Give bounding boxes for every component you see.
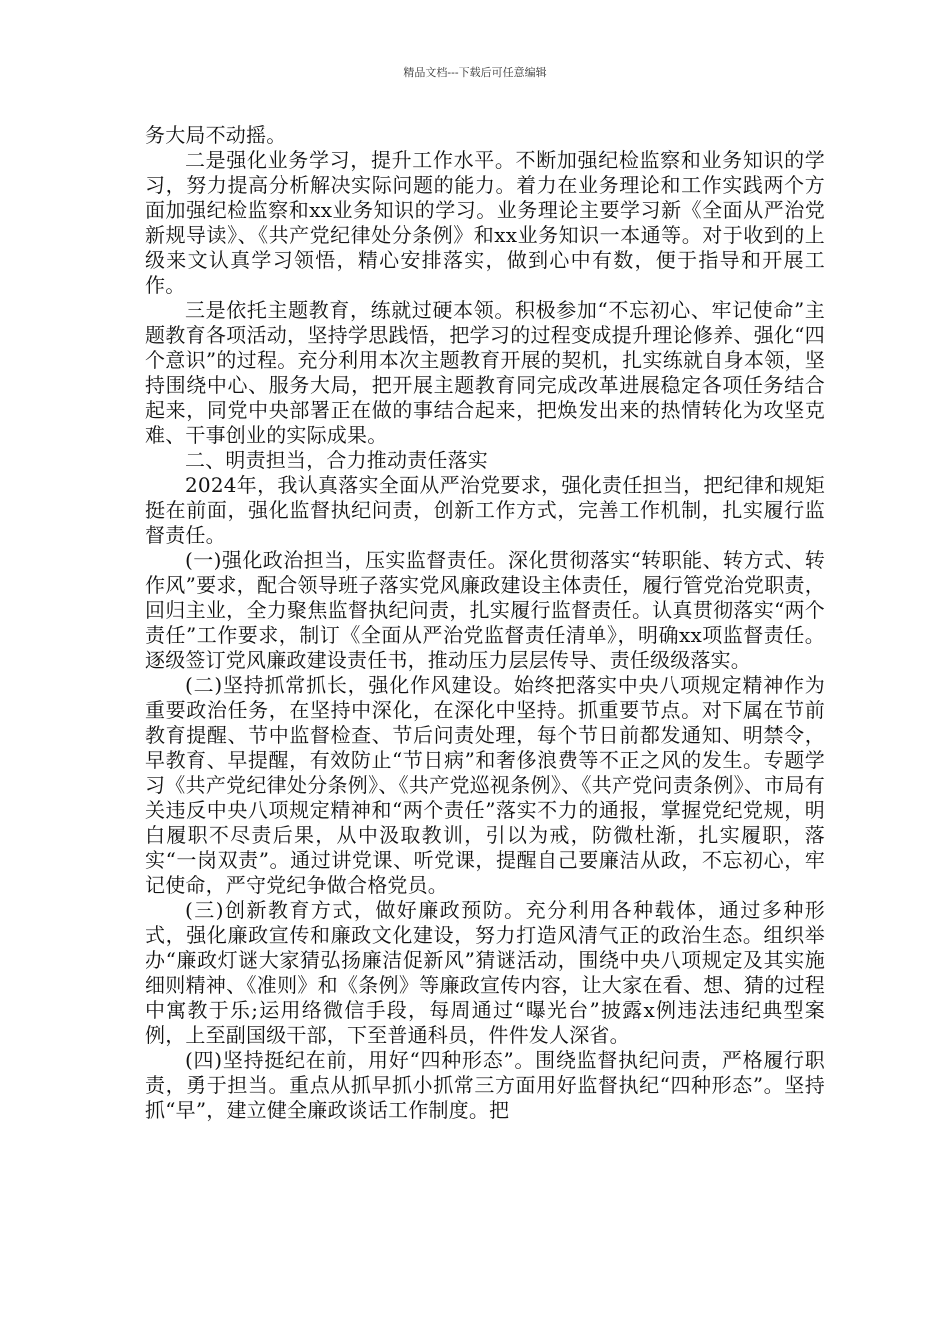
page-header: 精品文档---下载后可任意编辑 (403, 66, 547, 79)
document-body (145, 123, 825, 1123)
paragraph-work-style: (二)坚持抓常抓长，强化作风建设。始终把落实中央八项规定精神作为重要政治任务，在坚持中深化，在深化中坚持。抓重要节点。对下属在节前教育提醒、节中监督检查、节后问责处理，每个节日前都发通知、明禁令，早教育、早提醒，有效防止“节日病”和奢侈浪费等不正之风的发生。专题学习《共产党纪律处分条例》、《共产党巡视条例》、《共产党问责条例》、市局有关违反中央八项规定精神和“两个责任”落实不力的通报，掌握党纪党规，明白履职不尽责后果，从中汲取教训，引以为戒，防微杜渐，扎实履职，落实“一岗双责”。通过讲党课、听党课，提醒自己要廉洁从政，不忘初心，牢记使命，严守党纪争做合格党员。 (145, 673, 825, 897)
section-heading-responsibility: 二、明责担当，合力推动责任落实 (185, 448, 488, 472)
paragraph-theme-education: 三是依托主题教育，练就过硬本领。积极参加“不忘初心、牢记使命”主题教育各项活动，坚持学思践悟，把学习的过程变成提升理论修养、强化“四个意识”的过程。充分利用本次主题教育开展的契机，扎实练就自身本领，坚持围绕中心、服务大局，把开展主题教育同完成改革进展稳定各项任务结合起来，同党中央部署正在做的事结合起来，把焕发出来的热情转化为攻坚克难、干事创业的实际成果。 (145, 298, 825, 447)
paragraph-business-study: 二是强化业务学习，提升工作水平。不断加强纪检监察和业务知识的学习，努力提高分析解决实际问题的能力。着力在业务理论和工作实践两个方面加强纪检监察和xx业务知识的学习。业务理论主要学习新《全面从严治党新规导读》、《共产党纪律处分条例》和xx业务知识一本通等。对于收到的上级来文认真学习领悟，精心安排落实，做到心中有数，便于指导和开展工作。 (145, 148, 825, 297)
paragraph-education-methods: (三)创新教育方式，做好廉政预防。充分利用各种载体，通过多种形式，强化廉政宣传和廉政文化建设，努力打造风清气正的政治生态。组织举办“廉政灯谜大家猜弘扬廉洁促新风”猜谜活动，围绕中央八项规定及其实施细则精神、《准则》和《条例》等廉政宣传内容，让大家在看、想、猜的过程中寓教于乐;运用络微信手段，每周通过“曝光台”披露x例违法违纪典型案例，上至副国级干部，下至普通科员，件件发人深省。 (145, 898, 825, 1047)
paragraph-four-forms: (四)坚持挺纪在前，用好“四种形态”。围绕监督执纪问责，严格履行职责，勇于担当。重点从抓早抓小抓常三方面用好监督执纪“四种形态”。坚持抓“早”，建立健全廉政谈话工作制度。把 (145, 1048, 825, 1122)
paragraph-political-responsibility: (一)强化政治担当，压实监督责任。深化贯彻落实“转职能、转方式、转作风”要求，配合领导班子落实党风廉政建设主体责任，履行管党治党职责，回归主业，全力聚焦监督执纪问责，扎实履行监督责任。认真贯彻落实“两个责任”工作要求，制订《全面从严治党监督责任清单》，明确xx项监督责任。逐级签订党风廉政建设责任书，推动压力层层传导、责任级级落实。 (145, 548, 825, 672)
paragraph-continuation: 务大局不动摇。 (145, 123, 287, 147)
paragraph-2024-summary: 2024年，我认真落实全面从严治党要求，强化责任担当，把纪律和规矩挺在前面，强化监督执纪问责，创新工作方式，完善工作机制，扎实履行监督责任。 (145, 473, 825, 547)
